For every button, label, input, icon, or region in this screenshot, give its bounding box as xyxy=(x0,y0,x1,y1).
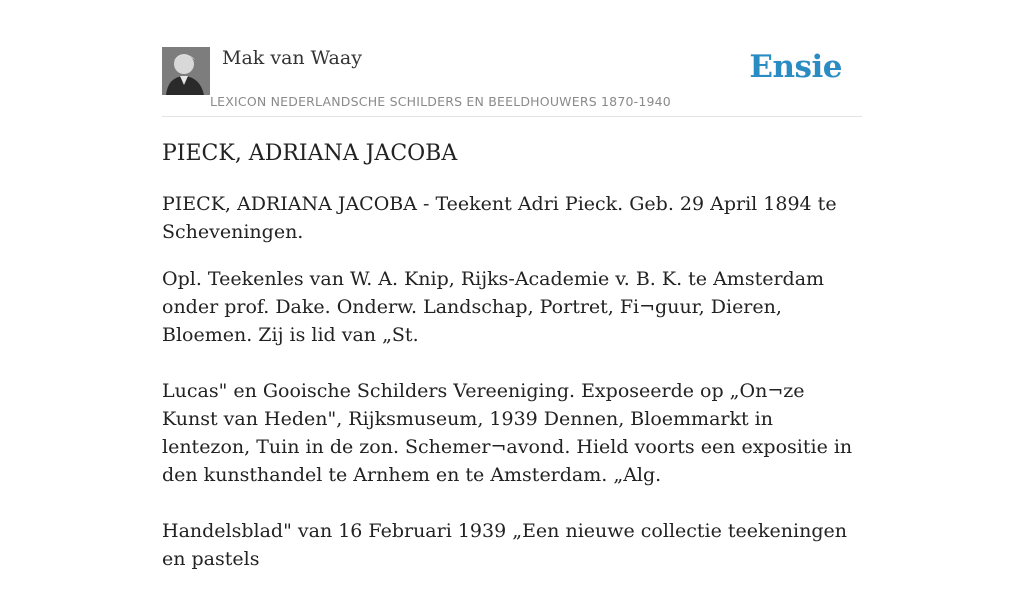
article-paragraph-training: Opl. Teekenles van W. A. Knip, Rijks-Academie v. B. K. te Amsterdam onder prof. Dake. Onderw. Landschap, Portret, Fi¬guur, Dieren, Bloemen. Zij is lid van „St. xyxy=(162,268,825,346)
article-paragraph-exhibitions: Lucas" en Gooische Schilders Vereeniging. Exposeerde op „On¬ze Kunst van Heden", Rijksmuseum, 1939 Dennen, Bloemmarkt in lentezon, Tuin in de zon. Schemer¬avond. Hield voorts een expositie in den kunsthandel te Arnhem en te Amsterdam. „Alg. xyxy=(162,380,853,486)
article-content xyxy=(162,138,862,601)
page-header xyxy=(162,44,862,117)
article-title: PIECK, ADRIANA JACOBA xyxy=(162,141,458,166)
brand-logo-link[interactable]: Ensie xyxy=(749,49,842,85)
source-title[interactable]: LEXICON NEDERLANDSCHE SCHILDERS EN BEELDHOUWERS 1870-1940 xyxy=(210,94,671,109)
author-avatar[interactable] xyxy=(162,47,210,95)
article-paragraph-press: Handelsblad" van 16 Februari 1939 „Een nieuwe collectie teekeningen en pastels xyxy=(162,520,847,570)
portrait-icon xyxy=(162,47,210,95)
article-paragraph-intro: PIECK, ADRIANA JACOBA - Teekent Adri Pieck. Geb. 29 April 1894 te Scheveningen. xyxy=(162,193,837,243)
author-name[interactable]: Mak van Waay xyxy=(222,47,362,69)
